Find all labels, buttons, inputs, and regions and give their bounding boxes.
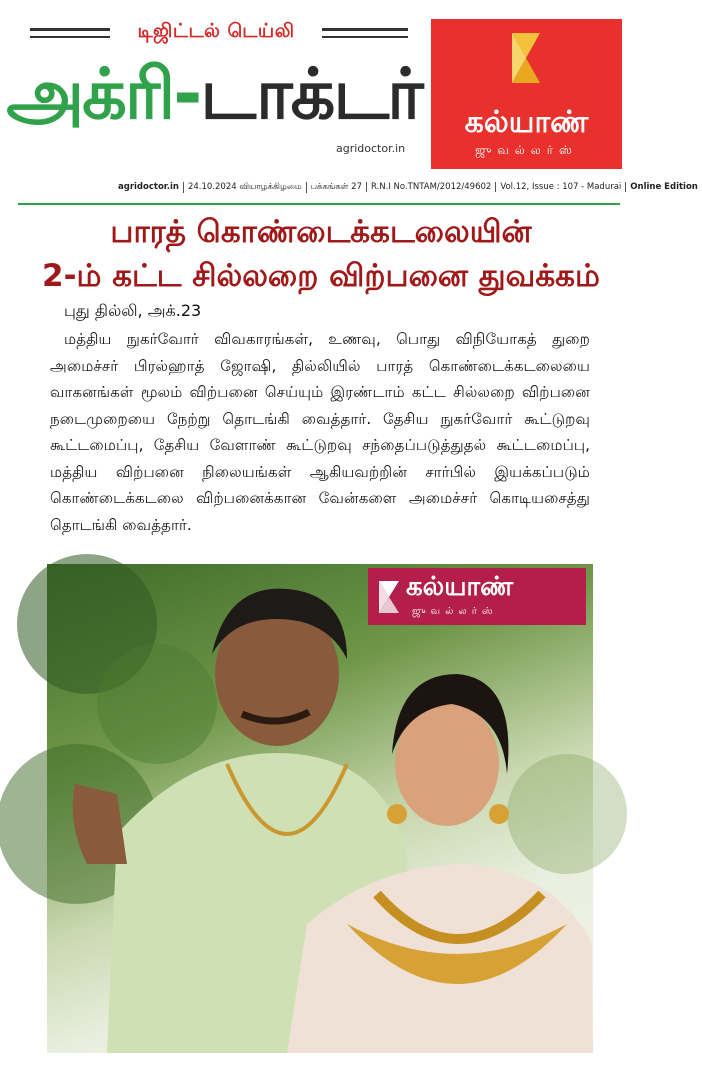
headline-line-1: பாரத் கொண்டைக்கடலையின் — [110, 214, 532, 250]
masthead-domain[interactable]: agridoctor.in — [336, 142, 406, 155]
info-volume: Vol.12, Issue : 107 - Madurai — [495, 182, 625, 192]
sponsor-name: கல்யாண் — [464, 105, 589, 140]
tagline-rule-right-thin — [322, 36, 408, 38]
edition-info-bar — [118, 180, 698, 194]
info-date: 24.10.2024 வியாழக்கிழமை — [183, 182, 306, 193]
logo-part-agri: அக்ரி- — [6, 53, 201, 135]
article-body: மத்திய நுகர்வோர் விவகாரங்கள், உணவு, பொது விநியோகத் துறை அமைச்சர் பிரல்ஹாத் ஜோஷி, தில்லியில் பாரத் கொண்டைக்கடலையை வாகனங்கள் மூலம் விற்பனை செய்யும் இரண்டாம் கட்ட சில்லறை விற்பனை நடைமுறையை நேற்று தொடங்கி வைத்தார். தேசிய நுகர்வோர் கூட்டுறவு கூட்டமைப்பு, தேசிய வேளாண் கூட்டுறவு சந்தைப்படுத்துதல் கூட்டமைப்பு, மத்திய விற்பனை நிலையங்கள் ஆகியவற்றின் சார்பில் இயக்கப்படும் கொண்டைக்கடலை விற்பனைக்கான வேன்களை அமைச்சர் கொடியசைத்து தொடங்கி வைத்தார். — [50, 330, 590, 534]
masthead-tagline: டிஜிட்டல் டெய்லி — [137, 20, 295, 42]
masthead — [0, 0, 698, 210]
advertisement-brand-badge — [368, 568, 586, 625]
kalyan-logo-icon — [506, 29, 546, 87]
tagline-rule-left — [30, 28, 110, 31]
advertisement-brand-subtitle: ஜுவல்லர்ஸ் — [412, 606, 498, 617]
advertisement-photo — [47, 564, 593, 1053]
info-pages: பக்கங்கள் 27 — [306, 182, 366, 193]
info-edition: Online Edition — [625, 182, 702, 192]
tagline-rule-right — [322, 28, 408, 31]
article-dateline: புது தில்லி, அக்.23 — [64, 301, 202, 320]
sponsor-banner[interactable] — [431, 19, 622, 169]
tagline-rule-left-thin — [30, 36, 110, 38]
logo-part-doctor: டாக்டர் — [200, 53, 422, 135]
kalyan-logo-icon — [376, 578, 402, 616]
masthead-divider — [18, 203, 620, 205]
info-site[interactable]: agridoctor.in — [118, 182, 179, 192]
advertisement-brand-name: கல்யாண் — [406, 572, 514, 602]
article-headline — [30, 210, 612, 298]
newspaper-logo[interactable] — [6, 46, 422, 142]
jewellery-advertisement[interactable] — [47, 564, 593, 1053]
sponsor-subtitle: ஜுவல்லர்ஸ் — [475, 143, 578, 157]
headline-line-2: 2-ம் கட்ட சில்லறை விற்பனை துவக்கம் — [42, 258, 600, 294]
info-rni: R.N.I No.TNTAM/2012/49602 — [366, 182, 495, 192]
